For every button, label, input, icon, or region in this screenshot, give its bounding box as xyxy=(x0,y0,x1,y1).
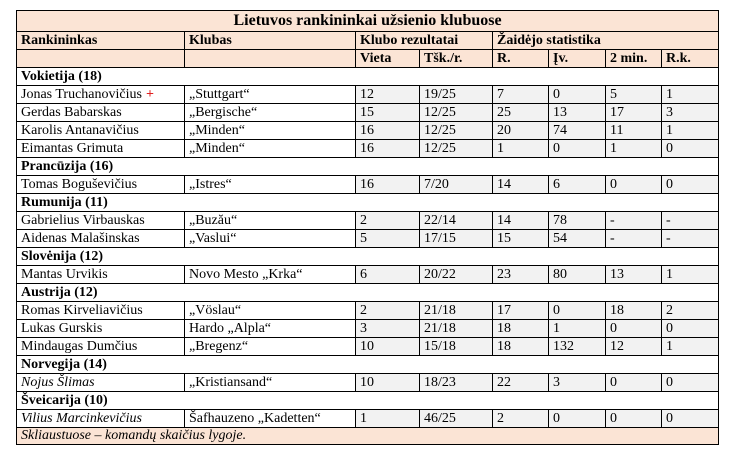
stat-cell-min2: 1 xyxy=(606,140,662,158)
stat-cell-place: 3 xyxy=(356,320,420,338)
player-name-cell xyxy=(17,176,185,194)
stat-cell-place: 16 xyxy=(356,122,420,140)
club-cell: „Minden“ xyxy=(185,122,356,140)
stat-cell-points: 19/25 xyxy=(420,86,493,104)
stat-cell-iv: 80 xyxy=(549,266,606,284)
club-cell: „Istres“ xyxy=(185,176,356,194)
club-cell: „Buzău“ xyxy=(185,212,356,230)
stat-cell-points: 12/25 xyxy=(420,104,493,122)
stat-cell-points: 22/14 xyxy=(420,212,493,230)
table-container xyxy=(16,10,718,445)
club-cell: Hardo „Alpla“ xyxy=(185,320,356,338)
players-table xyxy=(16,10,719,445)
table-title: Lietuvos rankininkai užsienio klubuose xyxy=(17,11,719,32)
player-name: Karolis Antanavičius xyxy=(21,123,139,138)
player-name: Lukas Gurskis xyxy=(21,321,103,336)
header-rk: R.k. xyxy=(662,50,719,68)
stat-cell-r: 17 xyxy=(493,302,549,320)
stat-cell-iv: 74 xyxy=(549,122,606,140)
player-name-cell xyxy=(17,140,185,158)
stat-cell-min2: 11 xyxy=(606,122,662,140)
stat-cell-rk: - xyxy=(662,230,719,248)
stat-cell-r: 22 xyxy=(493,374,549,392)
player-name: Nojus Šlimas xyxy=(21,375,95,390)
stat-cell-min2: 18 xyxy=(606,302,662,320)
stat-cell-iv: 78 xyxy=(549,212,606,230)
stat-cell-r: 20 xyxy=(493,122,549,140)
stat-cell-min2: 12 xyxy=(606,338,662,356)
table-row xyxy=(17,122,719,140)
stat-cell-iv: 0 xyxy=(549,302,606,320)
stat-cell-points: 21/18 xyxy=(420,320,493,338)
stat-cell-place: 1 xyxy=(356,410,420,428)
player-name-cell xyxy=(17,266,185,284)
stat-cell-place: 10 xyxy=(356,374,420,392)
player-name: Romas Kirveliavičius xyxy=(21,303,143,318)
stat-cell-points: 12/25 xyxy=(420,140,493,158)
stat-cell-iv: 1 xyxy=(549,320,606,338)
player-name-cell xyxy=(17,374,185,392)
stat-cell-rk: 0 xyxy=(662,410,719,428)
stat-cell-place: 10 xyxy=(356,338,420,356)
club-cell: „Minden“ xyxy=(185,140,356,158)
stat-cell-place: 5 xyxy=(356,230,420,248)
player-name-cell xyxy=(17,230,185,248)
player-name: Tomas Boguševičius xyxy=(21,177,138,192)
club-cell: „Bregenz“ xyxy=(185,338,356,356)
header-iv: Įv. xyxy=(549,50,606,68)
stat-cell-min2: 17 xyxy=(606,104,662,122)
player-name-cell xyxy=(17,320,185,338)
stat-cell-r: 2 xyxy=(493,410,549,428)
table-row xyxy=(17,212,719,230)
stat-cell-r: 7 xyxy=(493,86,549,104)
stat-cell-r: 18 xyxy=(493,320,549,338)
stat-cell-min2: 0 xyxy=(606,176,662,194)
header-place: Vieta xyxy=(356,50,420,68)
injury-plus-icon: + xyxy=(145,87,154,102)
stat-cell-rk: 2 xyxy=(662,302,719,320)
player-name-cell xyxy=(17,212,185,230)
player-name-cell xyxy=(17,104,185,122)
table-row xyxy=(17,176,719,194)
player-name: Vilius Marcinkevičius xyxy=(21,411,142,426)
player-name: Mantas Urvikis xyxy=(21,267,108,282)
table-row xyxy=(17,104,719,122)
stat-cell-min2: 13 xyxy=(606,266,662,284)
player-name: Aidenas Malašinskas xyxy=(21,231,140,246)
stat-cell-r: 15 xyxy=(493,230,549,248)
player-name: Jonas Truchanovičius xyxy=(21,87,142,102)
stat-cell-min2: - xyxy=(606,230,662,248)
player-name: Mindaugas Dumčius xyxy=(21,339,138,354)
club-cell: „Vöslau“ xyxy=(185,302,356,320)
table-row xyxy=(17,266,719,284)
stat-cell-rk: 1 xyxy=(662,86,719,104)
club-cell: „Vaslui“ xyxy=(185,230,356,248)
stat-cell-r: 18 xyxy=(493,338,549,356)
stat-cell-rk: - xyxy=(662,212,719,230)
country-header: Slovėnija (12) xyxy=(17,248,719,266)
club-cell: Novo Mesto „Krka“ xyxy=(185,266,356,284)
stat-cell-r: 14 xyxy=(493,212,549,230)
stat-cell-iv: 13 xyxy=(549,104,606,122)
stat-cell-iv: 0 xyxy=(549,86,606,104)
table-row xyxy=(17,230,719,248)
stat-cell-iv: 0 xyxy=(549,410,606,428)
header-r: R. xyxy=(493,50,549,68)
stat-cell-points: 20/22 xyxy=(420,266,493,284)
stat-cell-points: 18/23 xyxy=(420,374,493,392)
header-player-stats: Žaidėjo statistika xyxy=(493,32,719,50)
player-name-cell xyxy=(17,410,185,428)
header-club-results: Klubo rezultatai xyxy=(356,32,493,50)
table-row xyxy=(17,302,719,320)
player-name-cell xyxy=(17,122,185,140)
stat-cell-rk: 1 xyxy=(662,122,719,140)
stat-cell-iv: 3 xyxy=(549,374,606,392)
stat-cell-rk: 0 xyxy=(662,374,719,392)
player-name: Gabrielius Virbauskas xyxy=(21,213,145,228)
footnote: Skliaustuose – komandų skaičius lygoje. xyxy=(17,428,719,445)
table-row xyxy=(17,86,719,104)
header-2min: 2 min. xyxy=(606,50,662,68)
stat-cell-r: 14 xyxy=(493,176,549,194)
stat-cell-rk: 0 xyxy=(662,176,719,194)
stat-cell-r: 1 xyxy=(493,140,549,158)
stat-cell-iv: 132 xyxy=(549,338,606,356)
club-cell: Šafhauzeno „Kadetten“ xyxy=(185,410,356,428)
stat-cell-points: 15/18 xyxy=(420,338,493,356)
stat-cell-place: 15 xyxy=(356,104,420,122)
player-name: Gerdas Babarskas xyxy=(21,105,122,120)
stat-cell-iv: 54 xyxy=(549,230,606,248)
country-header: Vokietija (18) xyxy=(17,68,719,86)
stat-cell-rk: 1 xyxy=(662,266,719,284)
player-name: Eimantas Grimuta xyxy=(21,141,124,156)
stat-cell-rk: 0 xyxy=(662,320,719,338)
club-cell: „Stuttgart“ xyxy=(185,86,356,104)
country-header: Šveicarija (10) xyxy=(17,392,719,410)
stat-cell-iv: 0 xyxy=(549,140,606,158)
stat-cell-place: 16 xyxy=(356,176,420,194)
player-name-cell xyxy=(17,86,185,104)
stat-cell-place: 16 xyxy=(356,140,420,158)
country-header: Austrija (12) xyxy=(17,284,719,302)
stat-cell-points: 17/15 xyxy=(420,230,493,248)
club-cell: „Bergische“ xyxy=(185,104,356,122)
stat-cell-rk: 3 xyxy=(662,104,719,122)
stat-cell-min2: - xyxy=(606,212,662,230)
stat-cell-points: 21/18 xyxy=(420,302,493,320)
player-name-cell xyxy=(17,338,185,356)
player-name-cell xyxy=(17,302,185,320)
table-row xyxy=(17,140,719,158)
header-club: Klubas xyxy=(185,32,356,50)
club-cell: „Kristiansand“ xyxy=(185,374,356,392)
stat-cell-rk: 0 xyxy=(662,140,719,158)
table-row xyxy=(17,410,719,428)
header-points: Tšk./r. xyxy=(420,50,493,68)
table-row xyxy=(17,338,719,356)
country-header: Prancūzija (16) xyxy=(17,158,719,176)
table-row xyxy=(17,374,719,392)
stat-cell-r: 25 xyxy=(493,104,549,122)
table-row xyxy=(17,320,719,338)
stat-cell-points: 46/25 xyxy=(420,410,493,428)
stat-cell-place: 2 xyxy=(356,302,420,320)
country-header: Rumunija (11) xyxy=(17,194,719,212)
header-player: Rankininkas xyxy=(17,32,185,50)
country-header: Norvegija (14) xyxy=(17,356,719,374)
stat-cell-min2: 0 xyxy=(606,374,662,392)
stat-cell-place: 12 xyxy=(356,86,420,104)
stat-cell-min2: 0 xyxy=(606,320,662,338)
stat-cell-place: 6 xyxy=(356,266,420,284)
stat-cell-points: 7/20 xyxy=(420,176,493,194)
stat-cell-r: 23 xyxy=(493,266,549,284)
stat-cell-min2: 5 xyxy=(606,86,662,104)
stat-cell-rk: 1 xyxy=(662,338,719,356)
stat-cell-iv: 6 xyxy=(549,176,606,194)
stat-cell-place: 2 xyxy=(356,212,420,230)
stat-cell-points: 12/25 xyxy=(420,122,493,140)
stat-cell-min2: 0 xyxy=(606,410,662,428)
